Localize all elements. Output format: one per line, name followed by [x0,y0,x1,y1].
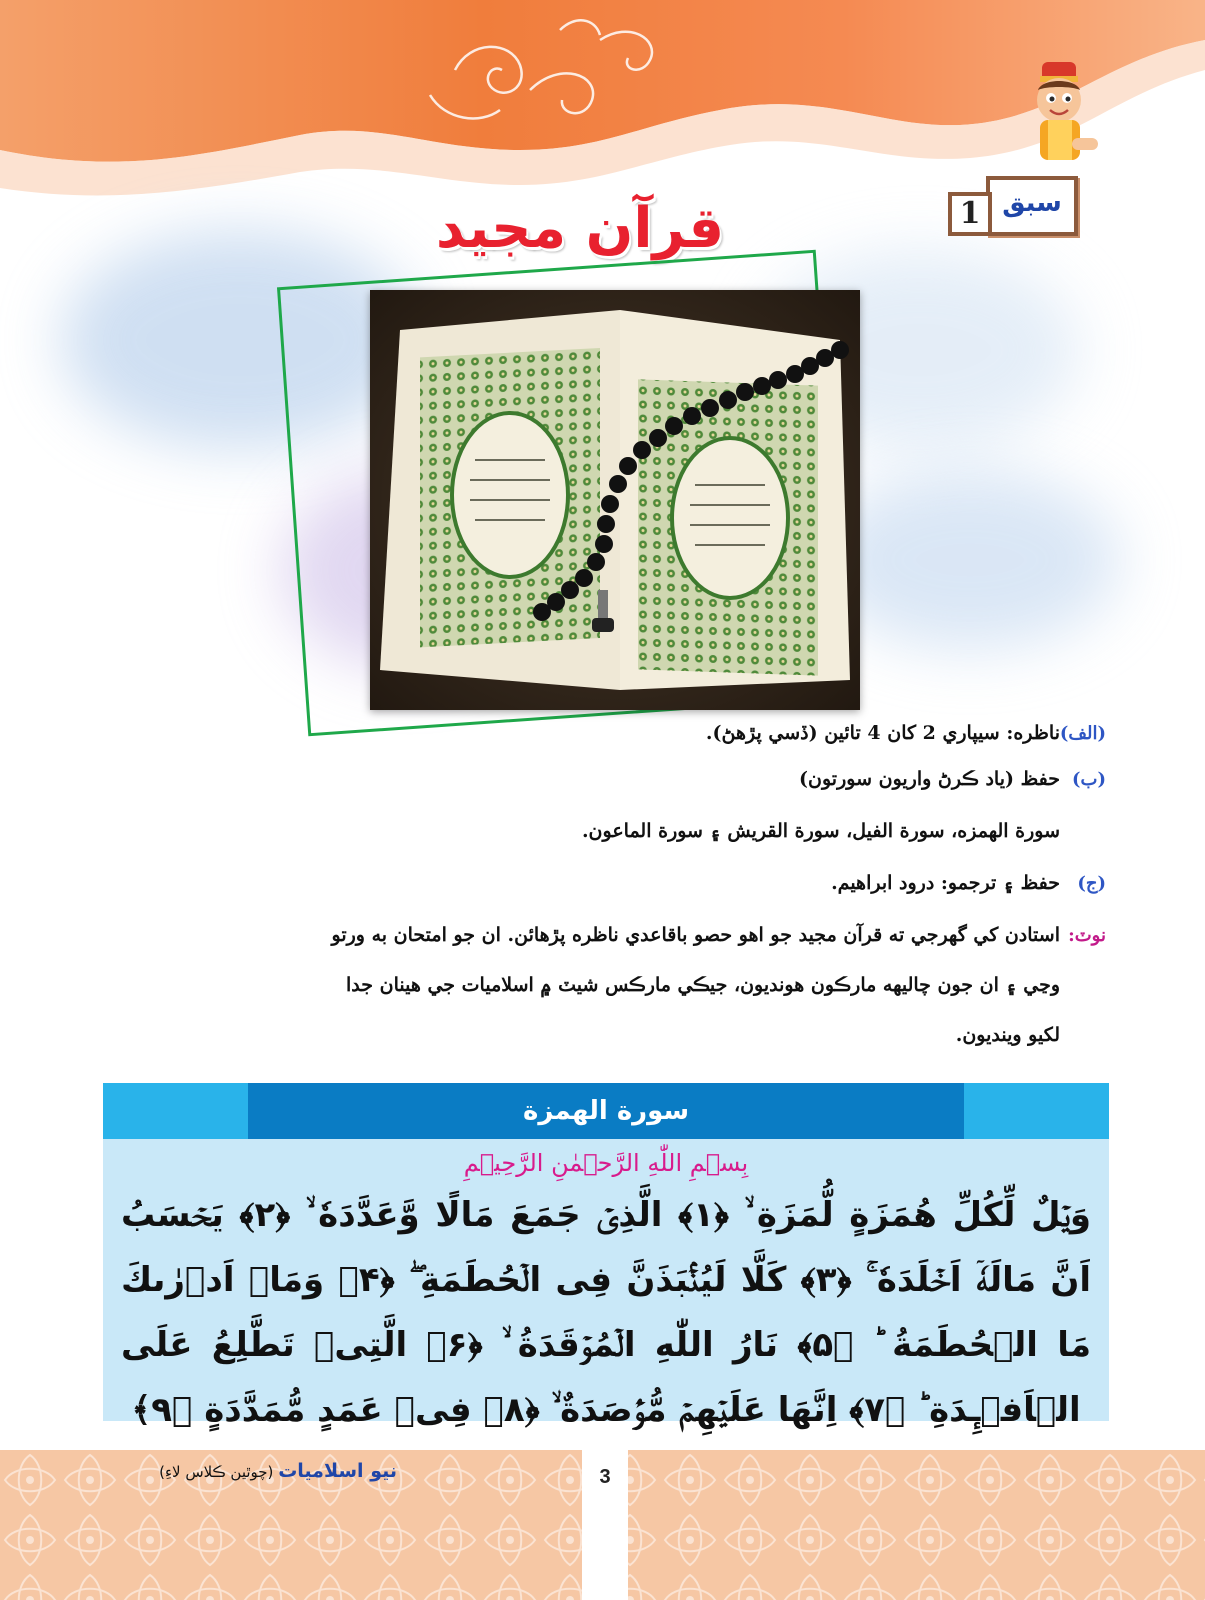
instruction-text: سورة الهمزه، سورة الفيل، سورة القريش ۽ سورة الماعون. [581,820,1060,842]
instruction-row [108,820,1106,872]
verse: الَّذِىۡ جَمَعَ مَالًا وَّعَدَّدَهٗ ۙ ﴿۲﴾ [239,1195,663,1235]
verse: يَحۡسَبُ اَنَّ مَالَهٗۤ اَخۡلَدَهٗ ۚ ﴿۳﴾ [121,1195,1091,1300]
instruction-row [108,768,1106,820]
note-line: وڃي ۽ ان جون چاليهه مارڪون هونديون، جيڪي مارڪس شيٽ ۾ اسلاميات جي هينان جدا [346,974,1060,996]
verse: نَارُ اللّٰهِ الۡمُوۡقَدَةُ ۙ ﴿۶﴾ [426,1325,779,1365]
note-marker: نوٽ: [1068,925,1106,946]
lesson-number-frame [948,192,992,236]
instruction-row [108,872,1106,924]
surah-header [103,1083,1109,1139]
surah-header-band [248,1083,964,1139]
quran-photo [370,290,860,710]
note-row [108,974,1106,1024]
page-number: 3 [599,1466,611,1488]
note-row [108,924,1106,974]
verse: الَّتِىۡ تَطَّلِعُ عَلَى الۡاَفۡـِٕدَةِ ؕ ﴿۷﴾ [121,1325,1081,1430]
instruction-row [108,722,1106,768]
verse: فِىۡ عَمَدٍ مُّمَدَّدَةٍ ﴿۹﴾ [131,1390,472,1430]
book-brand: نيو اسلاميات [278,1460,397,1482]
lesson-label: سبق [1002,188,1062,218]
instruction-text: ناظره: سيپاري 2 کان 4 تائين (ڏسي پڙهڻ). [705,722,1060,744]
note-line: استادن کي گهرجي ته قرآن مجيد جو اهو حصو باقاعدي ناظره پڙهائن. ان جو امتحان به ورتو [331,924,1060,946]
lesson-number: 1 [959,196,981,231]
instructions [108,722,1106,1074]
verse: وَمَاۤ اَدۡرٰٮكَ مَا الۡحُطَمَةُ ؕ ﴿۵﴾ [121,1260,1092,1365]
open-quran-illustration [370,290,860,710]
page-title: قرآن مجيد [435,196,725,261]
instruction-marker: (ج) [1077,873,1106,894]
book-name [159,1460,397,1482]
surah-verses [121,1183,1091,1443]
bismillah: بِسۡمِ اللّٰهِ الرَّحۡمٰنِ الرَّحِيۡمِ [463,1149,749,1177]
surah-box [103,1083,1109,1430]
verse: كَلَّا لَيُنۡۢبَذَنَّ فِى الۡحُطَمَةِ ۖ ﴿۴﴾ [338,1260,787,1300]
note-row [108,1024,1106,1074]
lesson-label-frame [986,176,1078,236]
lesson-badge [948,150,1084,238]
instruction-text: حفظ ۽ ترجمو: درود ابراهيم. [831,872,1060,894]
surah-title: سورة الهمزة [522,1096,690,1126]
instruction-marker: (ب) [1072,769,1106,790]
watercolor-wash [820,470,1120,650]
book-class: (چوٿين ڪلاس لاءِ) [159,1463,274,1481]
verse: وَيۡلٌ لِّكُلِّ هُمَزَةٍ لُّمَزَةِ ۙ ﴿۱﴾ [678,1195,1091,1235]
instruction-marker: (الف) [1059,723,1106,744]
instruction-text: حفظ (ياد ڪرڻ واريون سورتون) [799,768,1060,790]
note-line: لکيو وينديون. [955,1024,1060,1046]
verse: اِنَّهَا عَلَيۡهِمۡ مُّؤۡصَدَةٌ ۙ ﴿۸﴾ [483,1390,838,1430]
